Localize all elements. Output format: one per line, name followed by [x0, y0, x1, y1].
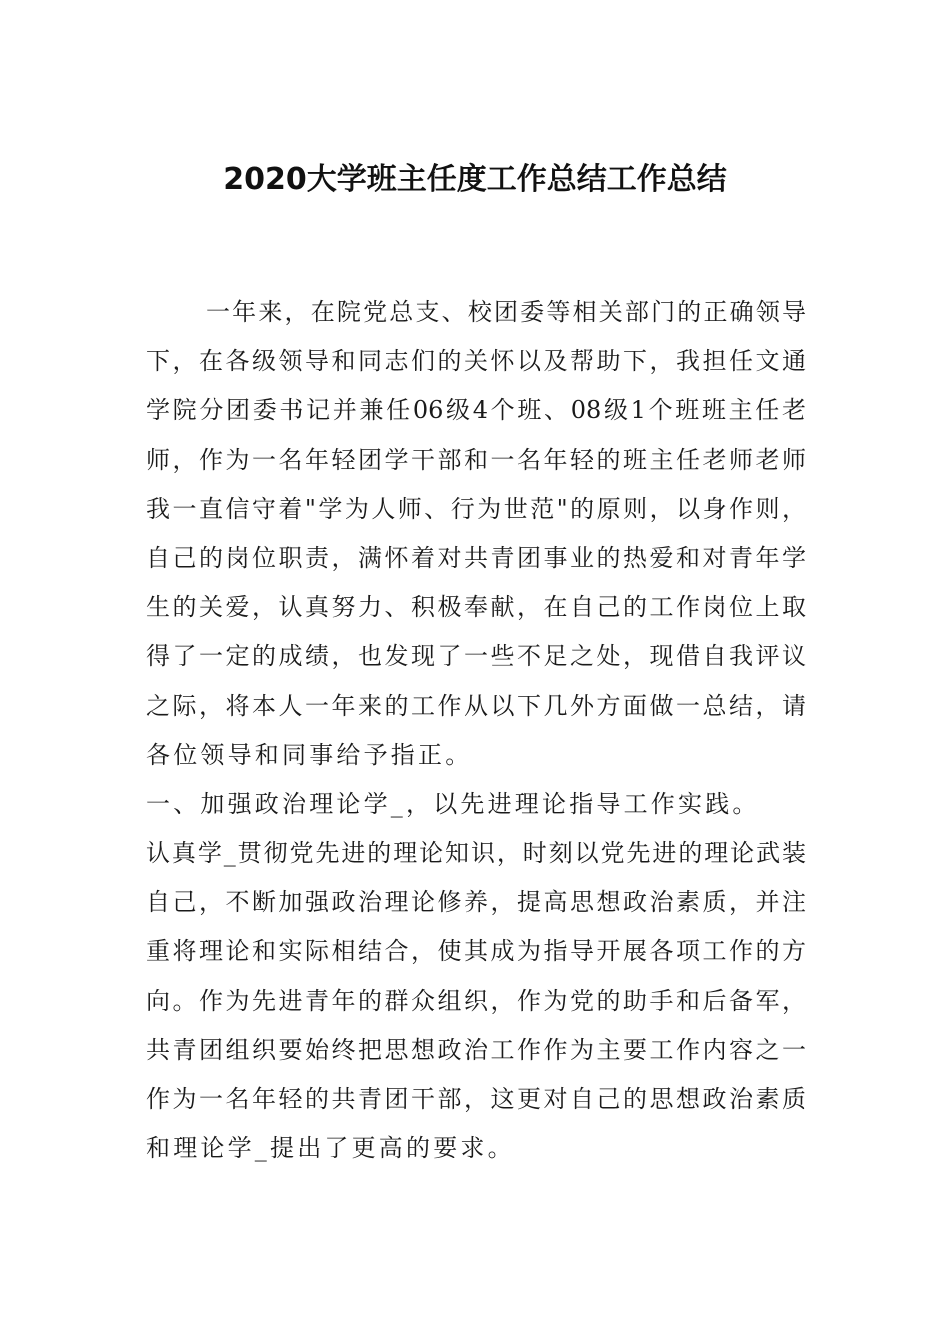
body-line-5: 我一直信守着"学为人师、行为世范"的原则，以身作则，	[146, 494, 806, 523]
section-heading-1: 一、加强政治理论学_，以先进理论指导工作实践。	[146, 789, 760, 818]
document-title: 2020大学班主任度工作总结工作总结	[223, 162, 727, 197]
document-body	[146, 288, 806, 1173]
body-line-14: 重将理论和实际相结合，使其成为指导开展各项工作的方	[146, 937, 806, 966]
body-line-6: 自己的岗位职责，满怀着对共青团事业的热爱和对青年学	[146, 543, 806, 572]
body-line-9: 之际，将本人一年来的工作从以下几外方面做一总结，请	[146, 691, 806, 720]
body-line-7: 生的关爱，认真努力、积极奉献，在自己的工作岗位上取	[146, 593, 806, 622]
body-line-2: 下，在各级领导和同志们的关怀以及帮助下，我担任文通	[146, 347, 806, 376]
body-line-8: 得了一定的成绩，也发现了一些不足之处，现借自我评议	[146, 642, 806, 671]
body-line-18: 和理论学_提出了更高的要求。	[146, 1134, 515, 1163]
body-line-4: 师，作为一名年轻团学干部和一名年轻的班主任老师老师	[146, 445, 806, 474]
body-line-13: 自己，不断加强政治理论修养，提高思想政治素质，并注	[146, 888, 806, 917]
body-line-12: 认真学_贯彻党先进的理论知识，时刻以党先进的理论武装	[146, 839, 806, 868]
body-line-16: 共青团组织要始终把思想政治工作作为主要工作内容之一	[146, 1035, 806, 1064]
body-line-15: 向。作为先进青年的群众组织，作为党的助手和后备军，	[146, 986, 806, 1015]
body-line-1: 一年来，在院党总支、校团委等相关部门的正确领导	[206, 298, 806, 326]
body-line-17: 作为一名年轻的共青团干部，这更对自己的思想政治素质	[146, 1085, 806, 1113]
body-line-10: 各位领导和同事给予指正。	[146, 740, 473, 769]
body-line-3: 学院分团委书记并兼任06级4个班、08级1个班班主任老	[146, 396, 806, 425]
